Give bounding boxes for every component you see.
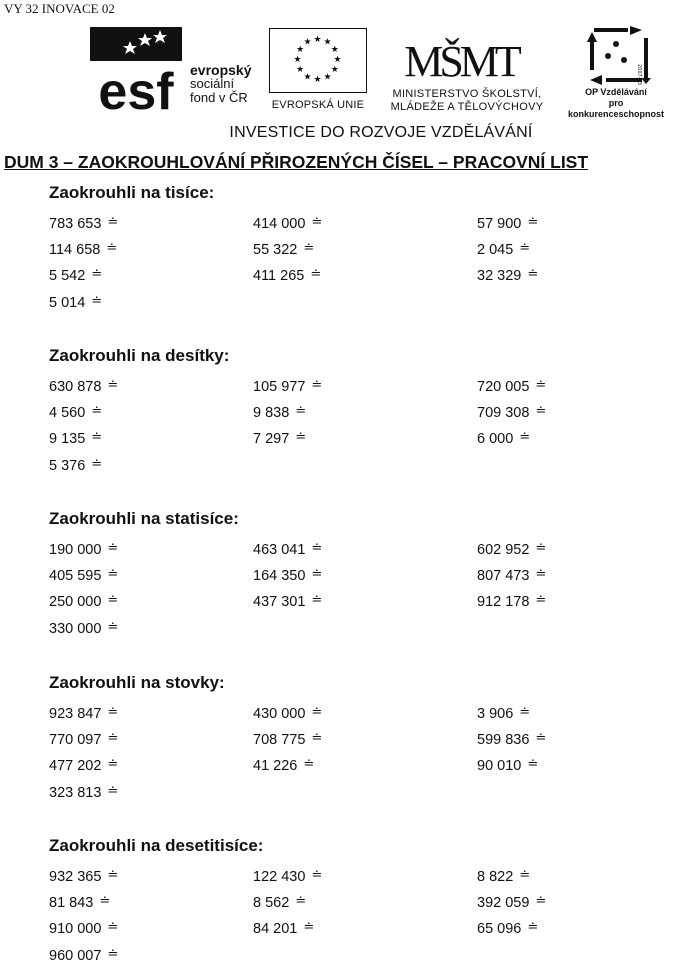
section-heading: Zaokrouhli na tisíce: [49, 183, 215, 202]
exercise-number: 81 843 [49, 895, 94, 912]
exercise-number: 190 000 [49, 542, 102, 558]
section-heading: Zaokrouhli na stovky: [49, 673, 225, 692]
approx-symbol: ≐ [311, 592, 323, 608]
exercise-number: 250 000 [49, 594, 102, 611]
section-heading: Zaokrouhli na desítky: [49, 346, 230, 365]
exercise-number: 599 836 [477, 732, 530, 749]
exercise-item [253, 400, 477, 426]
exercise-number: 55 322 [253, 242, 298, 259]
approx-symbol: ≐ [311, 704, 323, 719]
approx-symbol: ≐ [107, 566, 119, 582]
approx-symbol: ≐ [295, 403, 307, 419]
exercise-number: 84 201 [253, 921, 298, 938]
exercise-number: 437 301 [253, 594, 306, 611]
exercise-item [49, 890, 253, 916]
msmt-mark-icon [404, 26, 518, 88]
approx-symbol: ≐ [527, 919, 539, 935]
approx-symbol: ≐ [311, 566, 323, 582]
exercise-item [49, 563, 253, 589]
op-vk-line-2: pro konkurenceschopnost [567, 98, 665, 119]
exercise-number: 783 653 [49, 216, 102, 232]
exercise-item [477, 426, 657, 452]
exercise-number: 65 096 [477, 921, 522, 938]
exercise-item [49, 943, 253, 969]
exercise-number: 708 775 [253, 732, 306, 749]
approx-symbol: ≐ [535, 566, 547, 582]
exercise-number: 2 045 [477, 242, 514, 259]
exercise-number: 9 135 [49, 431, 86, 448]
exercise-number: 8 562 [253, 895, 290, 912]
svg-text:★: ★ [296, 45, 305, 55]
exercise-number: 6 000 [477, 431, 514, 448]
svg-text:★: ★ [313, 75, 322, 85]
exercise-item [49, 374, 253, 400]
exercise-item [253, 563, 477, 589]
op-vk-logo [560, 26, 672, 119]
rounding-section [49, 836, 669, 969]
msmt-line-1: MINISTERSTVO ŠKOLSTVÍ, [392, 88, 542, 100]
exercise-item [477, 263, 657, 289]
approx-symbol: ≐ [519, 704, 531, 719]
exercise-item [253, 753, 477, 779]
approx-symbol: ≐ [107, 214, 119, 229]
exercise-number: 5 014 [49, 294, 86, 311]
exercise-item [477, 211, 657, 237]
svg-text:★: ★ [293, 55, 302, 65]
exercise-grid [49, 211, 669, 316]
exercise-item [477, 890, 657, 916]
approx-symbol: ≐ [107, 618, 119, 634]
approx-symbol: ≐ [107, 540, 119, 555]
exercise-item [49, 211, 253, 237]
msmt-mark-text: MŠMT [404, 37, 518, 86]
exercise-item [477, 864, 657, 890]
exercise-number: 770 097 [49, 732, 102, 749]
exercise-item [477, 237, 657, 263]
page-title: DUM 3 – ZAOKROUHLOVÁNÍ PŘIROZENÝCH ČÍSEL – PRACOVNÍ LIST [4, 152, 589, 172]
approx-symbol: ≐ [107, 756, 119, 772]
esf-logo [90, 27, 260, 121]
exercise-item [49, 290, 253, 316]
approx-symbol: ≐ [310, 266, 322, 282]
exercise-number: 923 847 [49, 706, 102, 722]
approx-symbol: ≐ [519, 867, 531, 882]
rounding-section [49, 183, 669, 316]
approx-symbol: ≐ [107, 782, 119, 798]
exercise-number: 405 595 [49, 568, 102, 585]
approx-symbol: ≐ [535, 403, 547, 419]
exercise-grid [49, 374, 669, 479]
exercise-item [49, 537, 253, 563]
exercise-number: 709 308 [477, 405, 530, 422]
svg-text:★: ★ [323, 37, 332, 48]
approx-symbol: ≐ [535, 592, 547, 608]
eu-stars-icon [270, 29, 365, 91]
rounding-section [49, 509, 669, 642]
approx-symbol: ≐ [99, 893, 111, 909]
exercise-number: 602 952 [477, 542, 530, 558]
exercise-item [253, 263, 477, 289]
exercise-item [477, 727, 657, 753]
exercise-item [477, 563, 657, 589]
exercise-item [253, 211, 477, 237]
exercise-item [477, 537, 657, 563]
exercise-number: 960 007 [49, 947, 102, 964]
section-heading: Zaokrouhli na statisíce: [49, 509, 239, 528]
exercise-grid [49, 864, 669, 969]
exercise-number: 414 000 [253, 216, 306, 232]
approx-symbol: ≐ [535, 540, 547, 555]
exercise-number: 477 202 [49, 758, 102, 775]
exercise-item [477, 589, 657, 615]
approx-symbol: ≐ [107, 377, 119, 392]
exercise-number: 57 900 [477, 216, 522, 232]
exercise-item [253, 537, 477, 563]
exercise-number: 910 000 [49, 921, 102, 938]
exercise-grid [49, 701, 669, 806]
approx-symbol: ≐ [106, 240, 118, 256]
exercise-number: 430 000 [253, 706, 306, 722]
approx-symbol: ≐ [519, 240, 531, 256]
eu-flag-icon [269, 28, 367, 93]
exercise-item [49, 727, 253, 753]
svg-text:★: ★ [313, 35, 322, 45]
svg-text:★: ★ [323, 72, 332, 83]
approx-symbol: ≐ [91, 455, 103, 471]
exercise-item [253, 374, 477, 400]
logo-band [0, 24, 674, 124]
approx-symbol: ≐ [535, 730, 547, 746]
exercise-number: 8 822 [477, 869, 514, 885]
approx-symbol: ≐ [107, 730, 119, 746]
msmt-logo [378, 26, 556, 116]
approx-symbol: ≐ [303, 919, 315, 935]
svg-text:★: ★ [296, 65, 305, 75]
exercise-number: 41 226 [253, 758, 298, 775]
approx-symbol: ≐ [107, 704, 119, 719]
exercise-number: 105 977 [253, 379, 306, 395]
approx-symbol: ≐ [535, 893, 547, 909]
exercise-number: 3 906 [477, 706, 514, 722]
msmt-line-2: MLÁDEŽE A TĚLOVÝCHOVY [390, 101, 544, 113]
approx-symbol: ≐ [91, 292, 103, 308]
exercise-item [253, 916, 477, 942]
exercise-number: 630 878 [49, 379, 102, 395]
approx-symbol: ≐ [535, 377, 547, 392]
exercise-item [477, 916, 657, 942]
exercise-item [253, 890, 477, 916]
op-vk-mark-icon [586, 26, 650, 84]
approx-symbol: ≐ [527, 266, 539, 282]
esf-mark-text: esf [98, 63, 174, 121]
exercise-item [49, 426, 253, 452]
exercise-number: 807 473 [477, 568, 530, 585]
exercise-item [253, 237, 477, 263]
approx-symbol: ≐ [107, 945, 119, 961]
exercise-item [49, 589, 253, 615]
exercise-item [49, 263, 253, 289]
approx-symbol: ≐ [107, 592, 119, 608]
approx-symbol: ≐ [107, 919, 119, 935]
exercise-item [49, 780, 253, 806]
exercise-number: 164 350 [253, 568, 306, 585]
approx-symbol: ≐ [303, 756, 315, 772]
exercise-number: 114 658 [49, 242, 101, 259]
approx-symbol: ≐ [91, 403, 103, 419]
approx-symbol: ≐ [91, 266, 103, 282]
approx-symbol: ≐ [527, 214, 539, 229]
exercise-item [253, 589, 477, 615]
exercise-number: 9 838 [253, 405, 290, 422]
approx-symbol: ≐ [519, 429, 531, 445]
exercise-item [49, 916, 253, 942]
exercise-item [49, 400, 253, 426]
approx-symbol: ≐ [295, 893, 307, 909]
exercise-grid [49, 537, 669, 642]
exercise-number: 720 005 [477, 379, 530, 395]
approx-symbol: ≐ [527, 756, 539, 772]
exercise-item [49, 753, 253, 779]
exercise-item [477, 753, 657, 779]
esf-line-1: evropský [190, 62, 252, 78]
op-vk-side-text: 2007-13 [636, 64, 642, 85]
approx-symbol: ≐ [295, 429, 307, 445]
svg-text:★: ★ [330, 65, 339, 75]
approx-symbol: ≐ [311, 867, 323, 882]
eu-label: EVROPSKÁ UNIE [271, 99, 365, 111]
svg-text:★: ★ [303, 72, 312, 83]
approx-symbol: ≐ [311, 540, 323, 555]
exercise-number: 90 010 [477, 758, 522, 775]
rounding-section [49, 346, 669, 479]
approx-symbol: ≐ [303, 240, 315, 256]
exercise-number: 5 376 [49, 457, 86, 474]
exercise-number: 4 560 [49, 405, 86, 422]
rounding-section [49, 673, 669, 806]
exercise-item [477, 374, 657, 400]
exercise-number: 463 041 [253, 542, 306, 558]
exercise-item [49, 237, 253, 263]
svg-text:★: ★ [330, 45, 339, 55]
approx-symbol: ≐ [311, 214, 323, 229]
exercise-number: 392 059 [477, 895, 530, 912]
approx-symbol: ≐ [311, 730, 323, 746]
eu-logo [266, 28, 370, 112]
exercise-number: 912 178 [477, 594, 530, 611]
exercise-item [477, 400, 657, 426]
exercise-number: 411 265 [253, 268, 305, 285]
exercise-number: 122 430 [253, 869, 306, 885]
approx-symbol: ≐ [311, 377, 323, 392]
approx-symbol: ≐ [107, 867, 119, 882]
exercise-item [49, 864, 253, 890]
exercise-number: 5 542 [49, 268, 86, 285]
document-code: VY 32 INOVACE 02 [4, 1, 115, 16]
section-heading: Zaokrouhli na desetitisíce: [49, 836, 264, 855]
op-vk-line-1: OP Vzdělávání [585, 87, 647, 97]
exercise-item [253, 701, 477, 727]
exercise-item [49, 453, 253, 479]
exercise-number: 7 297 [253, 431, 290, 448]
exercise-item [477, 701, 657, 727]
exercise-number: 330 000 [49, 620, 102, 637]
exercise-number: 323 813 [49, 784, 102, 801]
exercise-item [253, 864, 477, 890]
exercise-item [49, 701, 253, 727]
svg-text:★: ★ [303, 37, 312, 48]
esf-line-3: fond v ČR [190, 90, 248, 105]
tagline: INVESTICE DO ROZVOJE VZDĚLÁVÁNÍ [229, 124, 533, 141]
exercise-item [49, 616, 253, 642]
approx-symbol: ≐ [91, 429, 103, 445]
exercise-item [253, 426, 477, 452]
esf-mark-icon [90, 27, 182, 121]
exercise-number: 32 329 [477, 268, 522, 285]
svg-text:★: ★ [333, 55, 342, 65]
exercise-number: 932 365 [49, 869, 102, 885]
esf-line-2: sociální [190, 76, 235, 91]
exercise-item [253, 727, 477, 753]
